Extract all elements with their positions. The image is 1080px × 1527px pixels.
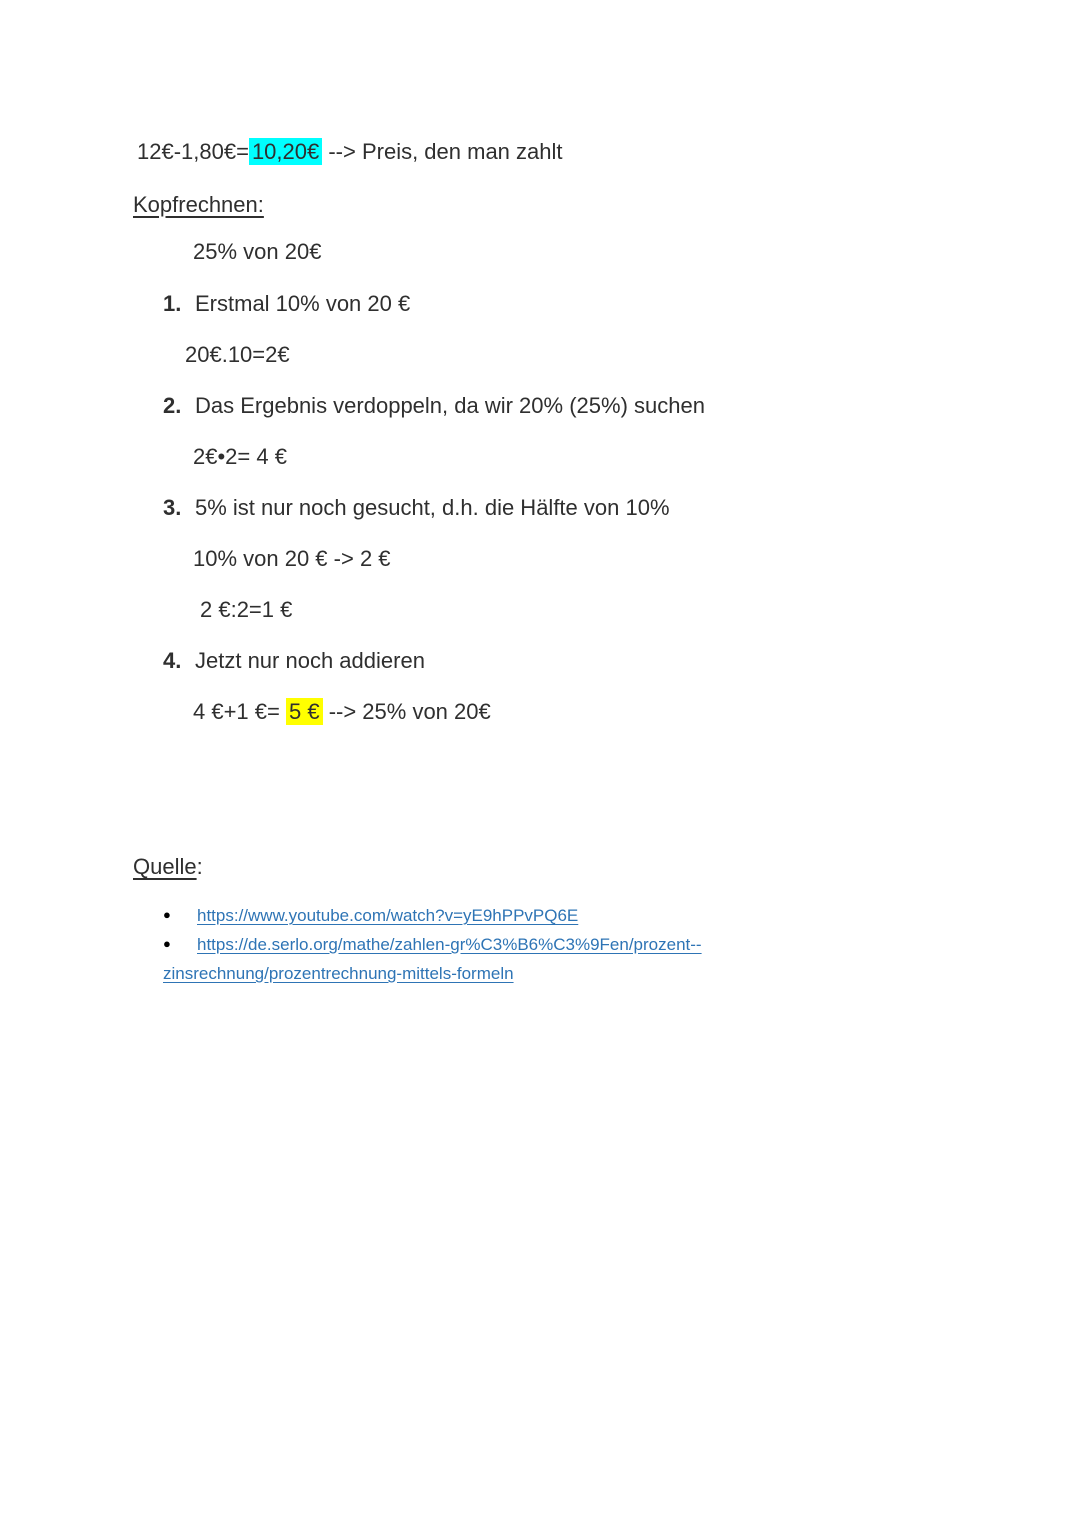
- yellow-highlight: 5 €: [286, 698, 323, 725]
- intro-line: [137, 140, 563, 164]
- step-3-calculation-1: 10% von 20 € -> 2 €: [193, 546, 391, 571]
- step-2-calculation: 2€•2= 4 €: [193, 444, 287, 469]
- quelle-label: Quelle: [133, 854, 197, 879]
- source-item-serlo: [163, 929, 702, 988]
- serlo-link[interactable]: [163, 935, 702, 983]
- step-3: [163, 496, 670, 520]
- step-1: [163, 292, 410, 316]
- intro-suffix: --> Preis, den man zahlt: [322, 139, 563, 164]
- quelle-colon: :: [196, 854, 203, 879]
- result-suffix: --> 25% von 20€: [322, 699, 491, 724]
- bullet-icon: ●: [163, 936, 171, 951]
- serlo-link-line-1: https://de.serlo.org/mathe/zahlen-gr%C3%B6%C3%9Fen/prozent--: [197, 935, 702, 954]
- cyan-highlight: 10,20€: [249, 138, 322, 165]
- source-item-youtube: [163, 900, 578, 930]
- step-2-text: Das Ergebnis verdoppeln, da wir 20% (25%) suchen: [195, 393, 705, 418]
- step-3-number: 3.: [163, 495, 182, 520]
- youtube-link[interactable]: https://www.youtube.com/watch?v=yE9hPPvPQ6E: [197, 906, 579, 925]
- step-2: [163, 394, 705, 418]
- bullet-icon: ●: [163, 907, 171, 922]
- exercise-title: 25% von 20€: [193, 239, 322, 264]
- step-1-calculation: 20€.10=2€: [185, 342, 290, 367]
- kopfrechnen-heading: Kopfrechnen:: [133, 192, 264, 217]
- step-1-number: 1.: [163, 291, 182, 316]
- step-3-calculation-2: 2 €:2=1 €: [200, 597, 293, 622]
- step-2-number: 2.: [163, 393, 182, 418]
- step-3-text: 5% ist nur noch gesucht, d.h. die Hälfte von 10%: [195, 495, 670, 520]
- intro-prefix: 12€-1,80€=: [137, 139, 249, 164]
- quelle-heading: [133, 855, 203, 879]
- step-4: [163, 649, 425, 673]
- serlo-link-line-2: zinsrechnung/prozentrechnung-mittels-formeln: [163, 964, 514, 983]
- step-4-number: 4.: [163, 648, 182, 673]
- result-prefix: 4 €+1 €=: [193, 699, 286, 724]
- step-4-text: Jetzt nur noch addieren: [195, 648, 425, 673]
- step-1-text: Erstmal 10% von 20 €: [195, 291, 411, 316]
- step-4-result: [193, 700, 491, 724]
